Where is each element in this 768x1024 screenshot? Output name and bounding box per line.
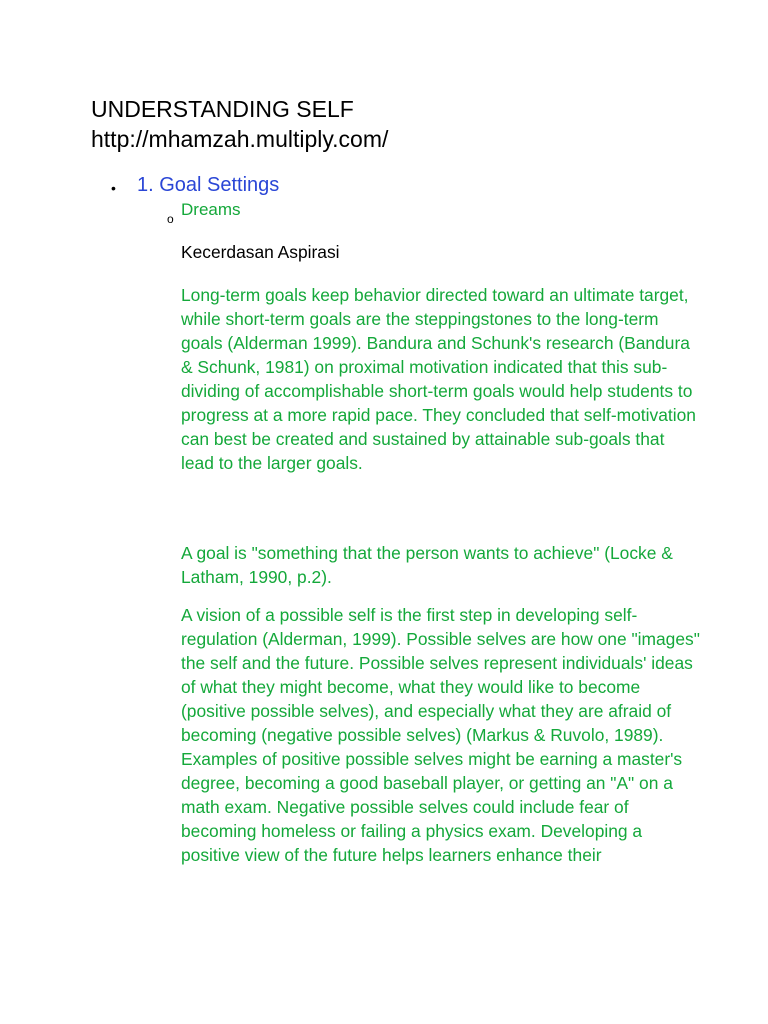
title-block — [91, 94, 388, 154]
sub-heading-dreams[interactable]: Dreams — [181, 200, 241, 219]
section-heading[interactable]: 1. Goal Settings — [137, 174, 280, 196]
bullet-disc-icon: • — [111, 180, 116, 196]
paragraph-kecerdasan: Kecerdasan Aspirasi — [181, 242, 340, 262]
document-title: UNDERSTANDING SELF — [91, 96, 354, 122]
paragraph-goal-definition: A goal is "something that the person wants to achieve" (Locke & Latham, 1990, p.2). — [181, 543, 673, 587]
paragraph-possible-self: A vision of a possible self is the first step in developing self-regulation (Alderman, 1999). Possible selves are how one "images" the self and the future. Possible selves represent individuals' ideas of what they might become, what they would like to become (positive possible selves), and especially what they are afraid of becoming (negative possible selves) (Markus & Ruvolo, 1989). Examples of positive possible selves might be earning a master's degree, becoming a good baseball player, or getting an "A" on a math exam. Negative possible selves could include fear of becoming homeless or failing a physics exam. Developing a positive view of the future helps learners enhance their — [181, 605, 700, 865]
paragraph-long-term-goals: Long-term goals keep behavior directed toward an ultimate target, while short-term goals are the steppingstones to the long-term goals (Alderman 1999). Bandura and Schunk's research (Bandura & Schunk, 1981) on proximal motivation indicated that this sub-dividing of accomplishable short-term goals would help students to progress at a more rapid pace. They concluded that self-motivation can best be created and sustained by attainable sub-goals that lead to the larger goals. — [181, 285, 696, 473]
document-url[interactable]: http://mhamzah.multiply.com/ — [91, 126, 389, 152]
bullet-circle-icon: o — [167, 212, 174, 226]
